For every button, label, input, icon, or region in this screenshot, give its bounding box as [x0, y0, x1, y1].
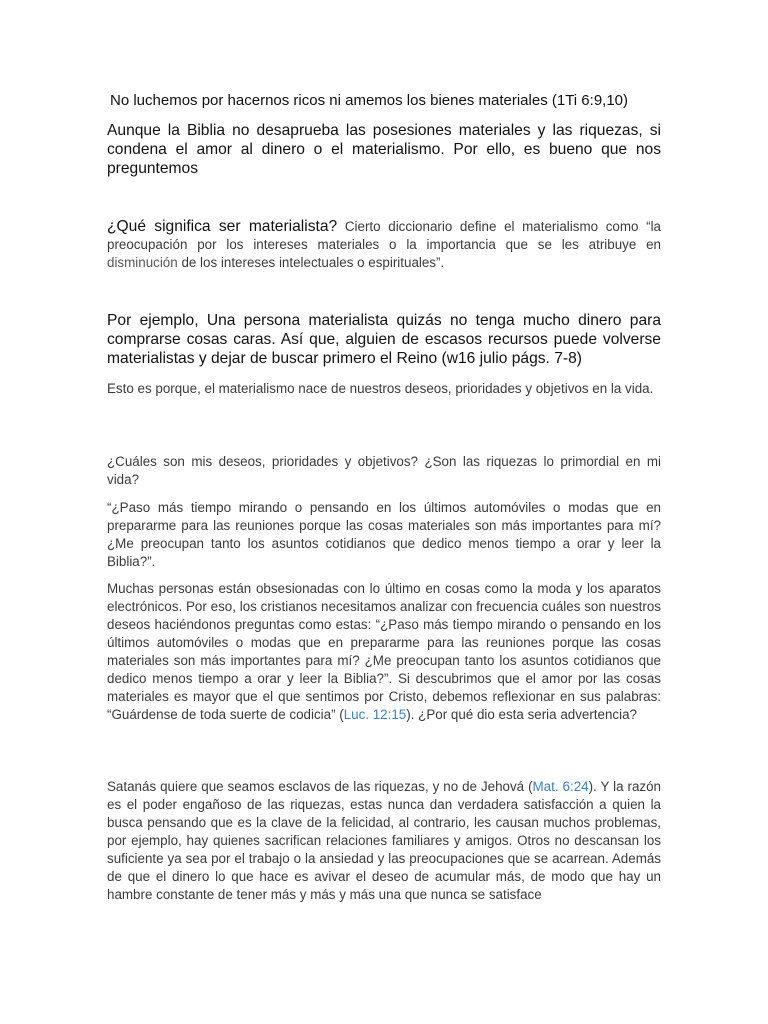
muchas-paragraph: [107, 580, 661, 724]
question-text-word: disminución: [107, 255, 178, 270]
paso-paragraph: “¿Paso más tiempo mirando o pensando en los últimos automóviles o modas que en prepararme para las reuniones porque las cosas materiales son más importantes para mí? ¿Me preocupan tanto los asuntos cotidianos que dedico menos tiempo a orar y leer la Biblia?”.: [107, 500, 661, 569]
muchas-text-part1: Muchas personas están obsesionadas con lo último en cosas como la moda y los aparatos electrónicos. Por eso, los cristianos necesitamos analizar con frecuencia cuáles son nuestros deseos haciéndonos preguntas como estas: “¿Paso más tiempo mirando o pensando en los últimos automóviles o modas que en prepararme para las reuniones porque las cosas materiales son más importantes para mí? ¿Me preocupan tanto los asuntos cotidianos que dedico menos tiempo a orar y leer la Biblia?”. Si descubrimos que el amor por las cosas materiales es mayor que el que sentimos por Cristo, debemos reflexionar en sus palabras: “Guárdense de toda suerte de codicia” (: [107, 581, 661, 722]
document-title: No luchemos por hacernos ricos ni amemos los bienes materiales (1Ti 6:9,10): [110, 92, 629, 109]
satanas-text-part2: ). Y la razón es el poder engañoso de las riquezas, estas nunca dan verdadera satisfacción a quien la busca pensando que es la clave de la felicidad, al contrario, les causan muchos problemas, por ejemplo, hay quienes sacrifican relaciones familiares y amigos. Otros no descansan los suficiente ya sea por el trabajo o la ansiedad y las preocupaciones que se acarrean. Además de que el dinero lo que hace es avivar el deseo de acumular más, de modo que hay un hambre constante de tener más y más y más una que nunca se satisface: [107, 779, 661, 902]
cuales-paragraph: ¿Cuáles son mis deseos, prioridades y objetivos? ¿Son las riquezas lo primordial en mi vida?: [107, 454, 661, 487]
luc-12-15-link[interactable]: Luc. 12:15: [343, 707, 407, 722]
intro-paragraph: Aunque la Biblia no desaprueba las posesiones materiales y las riquezas, si condena el amor al dinero o el materialismo. Por ello, es bueno que nos preguntemos: [107, 122, 661, 177]
question-paragraph: [107, 218, 661, 272]
question-text-part2: de los intereses intelectuales o espirituales”.: [177, 255, 445, 270]
question-lead: ¿Qué significa ser materialista?: [107, 218, 338, 235]
esto-paragraph: Esto es porque, el materialismo nace de nuestros deseos, prioridades y objetivos en la vida.: [107, 381, 654, 396]
satanas-text-part1: Satanás quiere que seamos esclavos de las riquezas, y no de Jehová (: [107, 779, 533, 794]
mat-6-24-link[interactable]: Mat. 6:24: [532, 779, 589, 794]
muchas-text-part2: ). ¿Por qué dio esta seria advertencia?: [406, 707, 637, 722]
satanas-paragraph: [107, 778, 661, 904]
question-text-part1: Cierto diccionario define el materialismo como “la preocupación por los intereses materiales o la importancia que se les atribuye en: [107, 219, 661, 252]
example-paragraph: Por ejemplo, Una persona materialista quizás no tenga mucho dinero para comprarse cosas caras. Así que, alguien de escasos recursos puede volverse materialistas y dejar de buscar primero el Reino (w16 julio págs. 7-8): [107, 312, 661, 367]
